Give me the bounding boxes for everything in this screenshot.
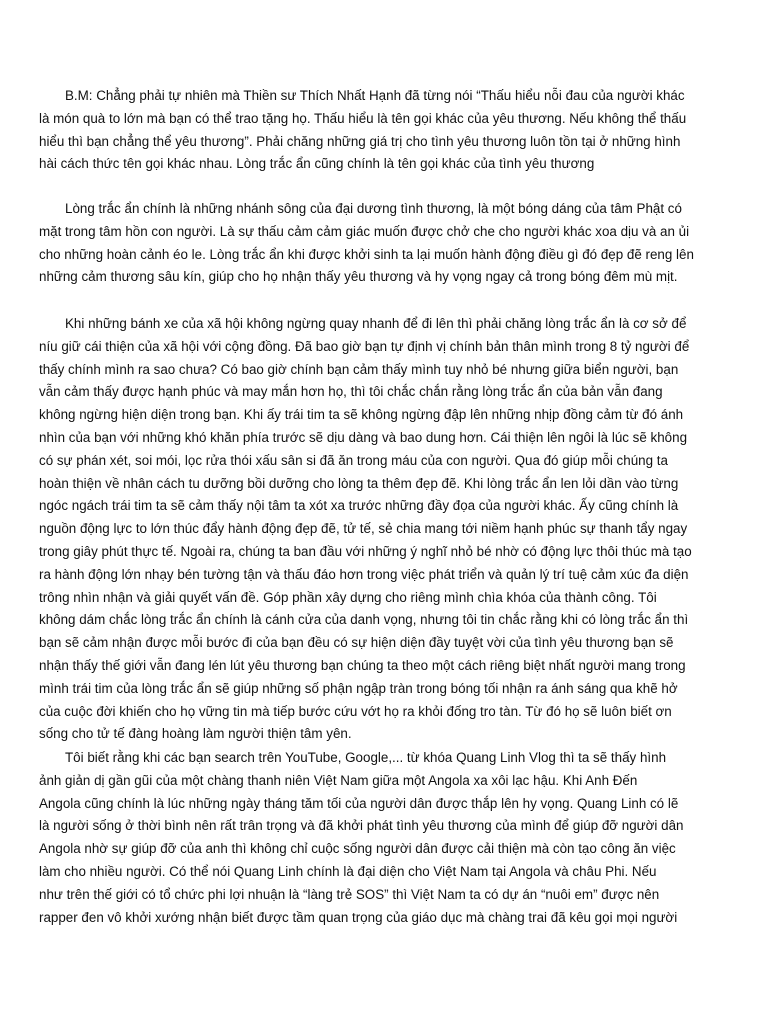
paragraph-line: ảnh giản dị gần gũi của một chàng thanh niên Việt Nam giữa một Angola xa xôi lạc hậu. Khi Anh Đến (39, 772, 638, 788)
paragraph-line: sống cho tử tế đàng hoàng làm người thiện tâm yên. (39, 726, 352, 742)
paragraph-line: Lòng trắc ẩn chính là những nhánh sông của đại dương tình thương, là một bóng dáng của tâm Phật có (65, 201, 682, 216)
paragraph-line: hiểu thì bạn chẳng thể yêu thương”. Phải chăng những giá trị cho tình yêu thương luôn tồn tại ở những hình (39, 133, 681, 149)
paragraph-line: làm cho nhiều người. Có thể nói Quang Linh chính là đại diện cho Việt Nam tại Angola và châu Phi. Nếu (39, 863, 657, 879)
paragraph-line: hài cách thức tên gọi khác nhau. Lòng trắc ẩn cũng chính là tên gọi khác của tình yêu thương (39, 156, 595, 172)
paragraph-line: nhận thấy thế giới vẫn đang lén lút yêu thương bạn chúng ta theo một cách riêng biệt nhất người mang trong (39, 657, 686, 673)
paragraph-line: như trên thế giới có tổ chức phi lợi nhuận là “làng trẻ SOS” thì Việt Nam ta có dự án “nuôi em” được nên (39, 886, 660, 902)
paragraph-line: nguồn động lực to lớn thúc đẩy hành động đẹp đẽ, tử tế, sẻ chia mang tới niềm hạnh phúc sự thanh tẩy ngay (39, 521, 688, 537)
paragraph-line: là người sống ở thời bình nên rất trân trọng và đã khởi phát tình yêu thương của mình để giúp đỡ người dân (39, 818, 684, 834)
paragraph-line: ngóc ngách trái tim ta sẽ cảm thấy nội tâm ta xót xa trước những đầy đọa của người khác. Ấy cũng chính là (39, 498, 679, 514)
paragraph-line: những cảm thương sâu kín, giúp cho họ nhận thấy yêu thương và hy vọng ngay cả trong bóng đêm mù mịt. (39, 269, 678, 285)
paragraph-line: không ngừng hiện diện trong bạn. Khi ấy trái tim ta sẽ không ngừng đập lên những nhịp đồng cảm từ đó ánh (39, 407, 684, 423)
paragraph-line: Tôi biết rằng khi các bạn search trên YouTube, Google,... từ khóa Quang Linh Vlog thì ta sẽ thấy hình (65, 750, 667, 765)
paragraph-line: có sự phán xét, soi mói, lọc rửa thói xấu sân si đã ăn trong máu của con người. Qua đó giúp mỗi chúng ta (39, 452, 668, 468)
paragraph-line: ra hành động lớn nhạy bén tường tận và thấu đáo hơn trong việc phát triển và quản lý trí tuệ cảm xúc đa diện (39, 566, 689, 582)
paragraph-1 (39, 85, 733, 176)
paragraph-line: B.M: Chẳng phải tự nhiên mà Thiền sư Thích Nhất Hạnh đã từng nói “Thấu hiểu nỗi đau của người khác (65, 88, 685, 103)
paragraph-line: níu giữ cái thiện của xã hội với cộng đồng. Đã bao giờ bạn tự định vị chính bản thân mình trong 8 tỷ người để (39, 338, 690, 354)
paragraph-2 (39, 198, 733, 289)
paragraph-line: hoàn thiện về nhân cách tu dưỡng bồi dưỡng cho lòng ta thêm đẹp đẽ. Khi lòng trắc ẩn len lỏi dần vào từng (39, 475, 679, 491)
paragraph-line: mình trái tim của lòng trắc ẩn sẽ giúp những số phận ngập tràn trong bóng tối nhận ra ánh sáng qua khẽ hở (39, 680, 678, 696)
paragraph-line: rapper đen vô khởi xướng nhận biết được tầm quan trọng của giáo dục mà chàng trai đã kêu gọi mọi người (39, 909, 678, 925)
paragraph-line: bạn sẽ cảm nhận được mỗi bước đi của bạn đều có sự hiện diện đầy tuyệt vời của tình yêu thương bạn sẽ (39, 635, 674, 651)
paragraph-line: nhìn của bạn với những khó khăn phía trước sẽ dịu dàng và bao dung hơn. Cái thiện lên ngôi là lúc sẽ không (39, 429, 688, 445)
paragraph-4 (39, 747, 733, 929)
paragraph-line: của cuộc đời khiến cho họ vững tin mà tiếp bước cứu vớt họ ra khỏi đống tro tàn. Từ đó họ sẽ luôn biết ơn (39, 703, 672, 719)
paragraph-line: mặt trong tâm hồn con người. Là sự thấu cảm cảm giác muốn được chở che cho người khác xoa dịu và an ủi (39, 223, 690, 239)
paragraph-line: Khi những bánh xe của xã hội không ngừng quay nhanh để đi lên thì phải chăng lòng trắc ẩn là cơ sở để (65, 316, 687, 331)
paragraph-line: thấy chính mình ra sao chưa? Có bao giờ chính bạn cảm thấy mình tuy nhỏ bé nhưng giữa biển người, bạn (39, 361, 679, 377)
paragraph-line: trông nhìn nhận và giải quyết vấn đề. Góp phần xây dựng cho riêng mình chìa khóa của thành công. Tôi (39, 589, 657, 605)
paragraph-line: Angola cũng chính là lúc những ngày tháng tăm tối của người dân được thắp lên hy vọng. Quang Linh có lẽ (39, 795, 679, 811)
paragraph-line: là món quà to lớn mà bạn có thể trao tặng họ. Thấu hiểu là tên gọi khác của yêu thương. Nếu không thể thấu (39, 110, 687, 126)
paragraph-line: trong giây phút thực tế. Ngoài ra, chúng ta ban đầu với những ý nghĩ nhỏ bé nhờ có động lực thôi thúc mà tạo (39, 543, 692, 559)
paragraph-line: vẫn cảm thấy được hạnh phúc và may mắn hơn họ, thì tôi chắc chắn rằng lòng trắc ẩn của bản vẫn đang (39, 384, 663, 400)
paragraph-line: không dám chắc lòng trắc ẩn chính là cánh cửa của danh vọng, nhưng tôi tin chắc rằng khi có lòng trắc ẩn thì (39, 612, 689, 628)
paragraph-line: Angola nhờ sự giúp đỡ của anh thì không chỉ cuộc sống người dân được cải thiện mà còn tạo công ăn việc (39, 841, 676, 857)
paragraph-3 (39, 313, 733, 746)
paragraph-line: cho những hoàn cảnh éo le. Lòng trắc ẩn khi được khởi sinh ta lại muốn hành động điều gì đó đẹp đẽ reng lên (39, 246, 694, 262)
